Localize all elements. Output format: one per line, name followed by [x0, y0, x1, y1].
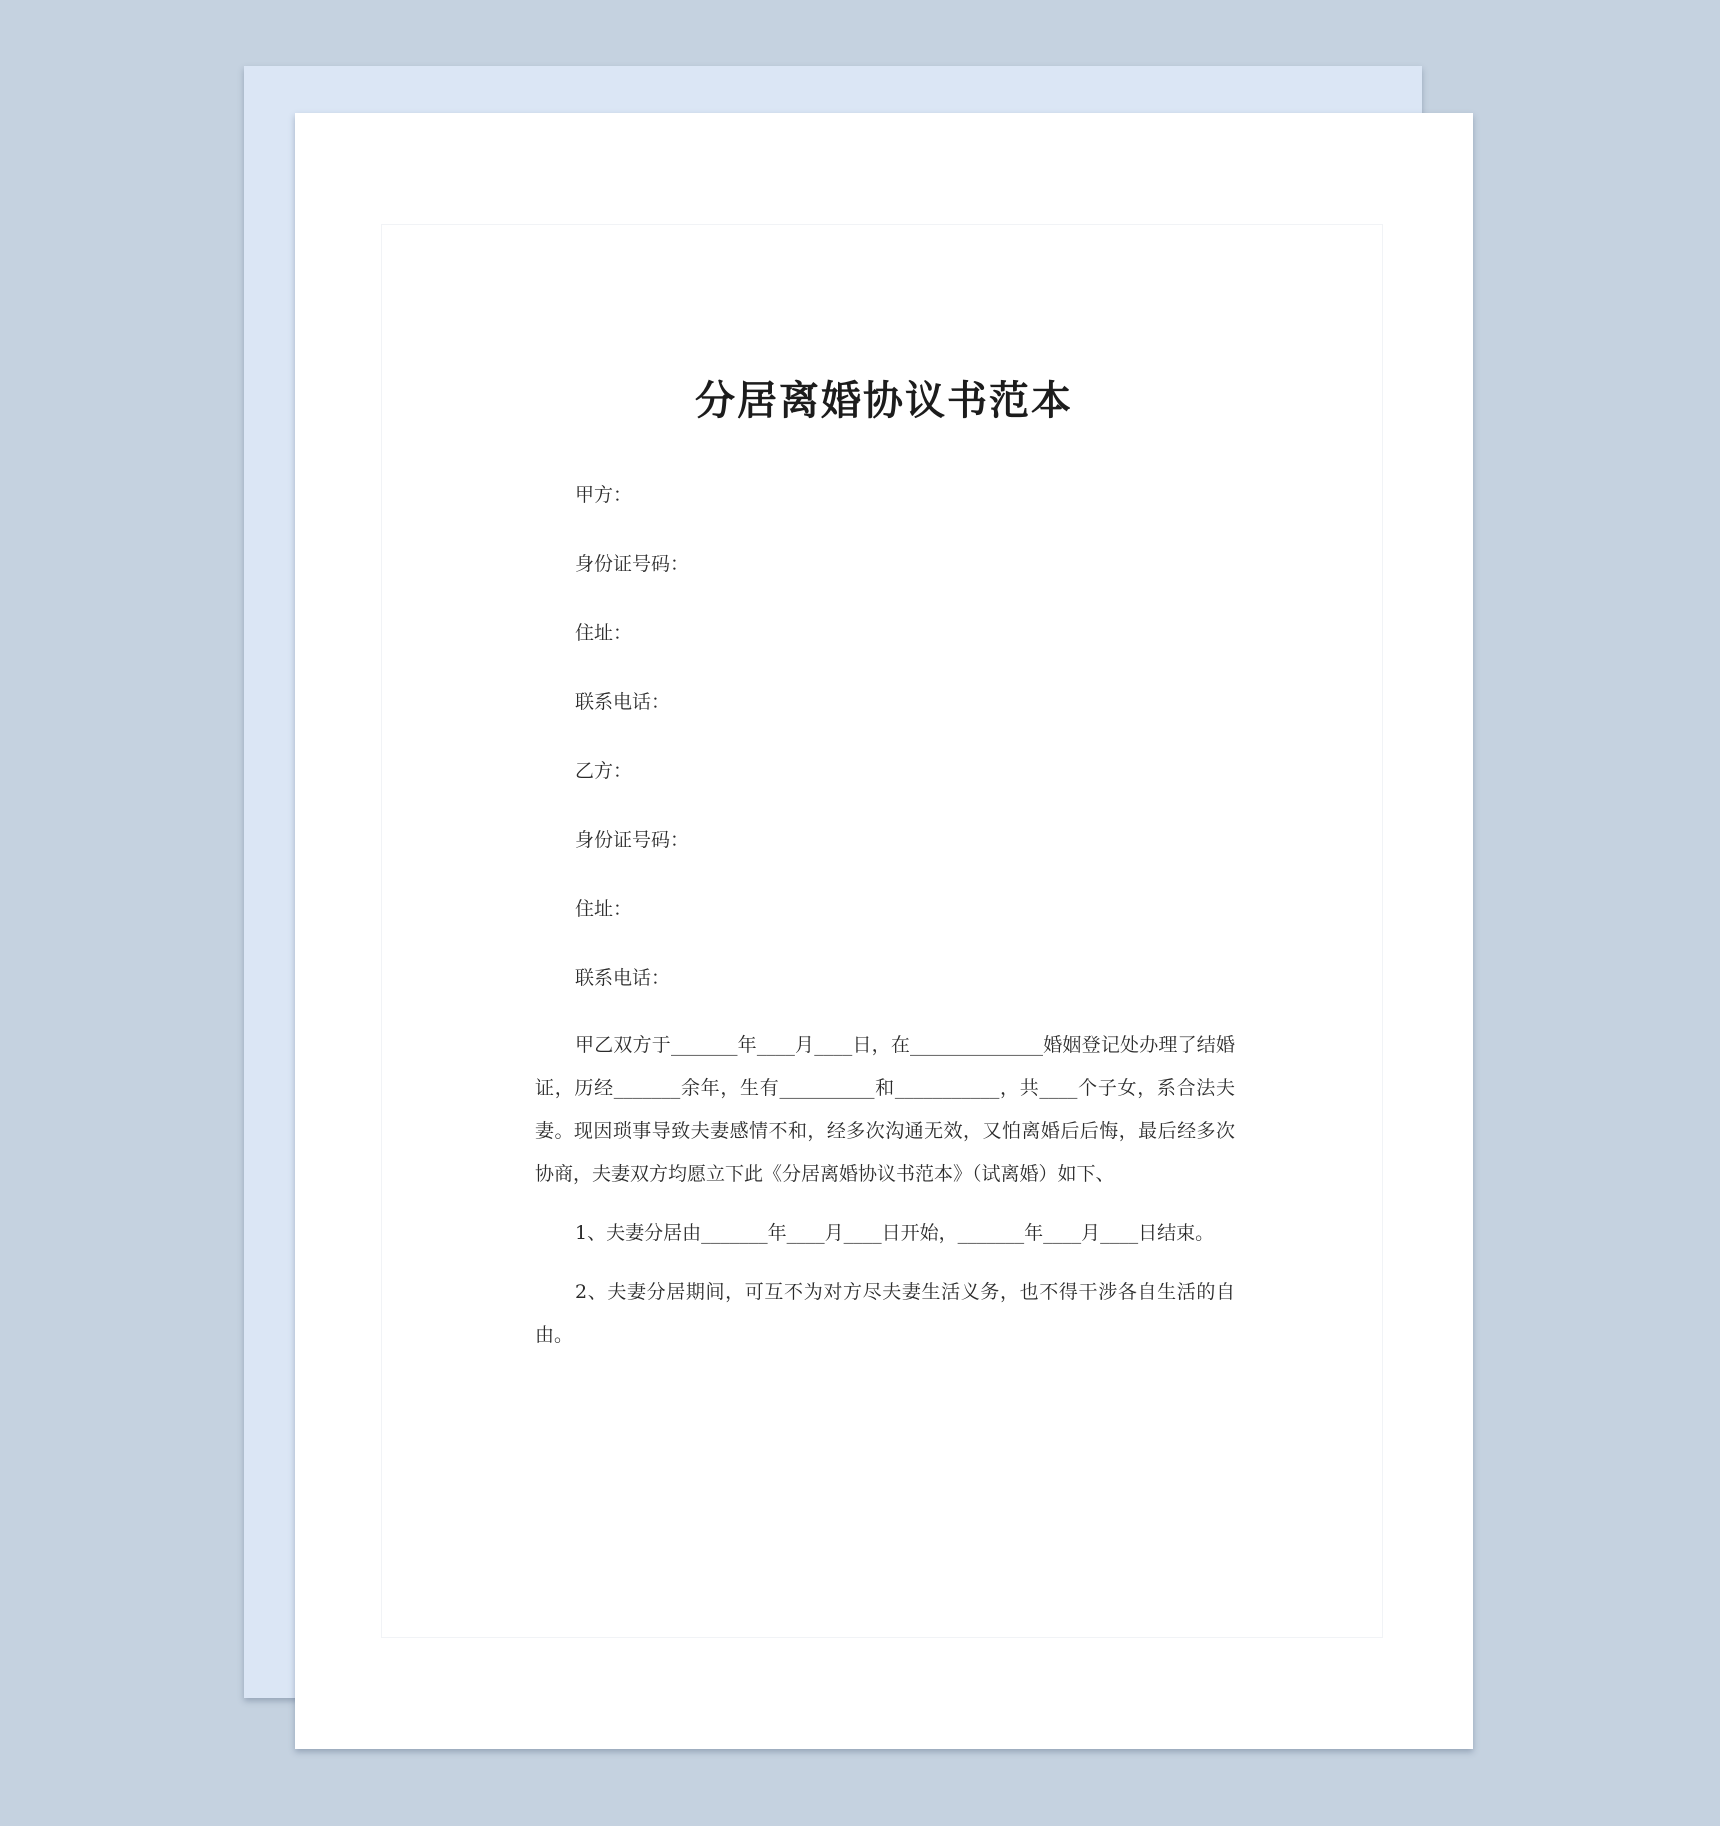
clause-2-paragraph: 2、夫妻分居期间，可互不为对方尽夫妻生活义务，也不得干涉各自生活的自由。 — [535, 1281, 1235, 1346]
document-page — [295, 113, 1473, 1749]
party-b-address-label: 住址： — [575, 898, 633, 920]
document-title: 分居离婚协议书范本 — [695, 377, 1073, 424]
party-a-id-label: 身份证号码： — [575, 553, 690, 575]
party-a-phone-label: 联系电话： — [575, 691, 671, 713]
clause-1-paragraph: 1、夫妻分居由_______年____月____日开始，_______年____月____日结束。 — [575, 1222, 1215, 1244]
party-b-label: 乙方： — [575, 760, 633, 782]
party-b-phone-label: 联系电话： — [575, 967, 671, 989]
document-body — [535, 461, 1235, 1357]
party-a-address-label: 住址： — [575, 622, 633, 644]
party-b-id-label: 身份证号码： — [575, 829, 690, 851]
intro-paragraph: 甲乙双方于_______年____月____日，在______________婚姻登记处办理了结婚证，历经_______余年，生有__________和___________，共____个子女，系合法夫妻。现因琐事导致夫妻感情不和，经多次沟通无效，又怕离婚后后悔，最后经多次协商，夫妻双方均愿立下此《分居离婚协议书范本》（试离婚）如下、 — [535, 1034, 1235, 1185]
party-a-label: 甲方： — [575, 484, 633, 506]
